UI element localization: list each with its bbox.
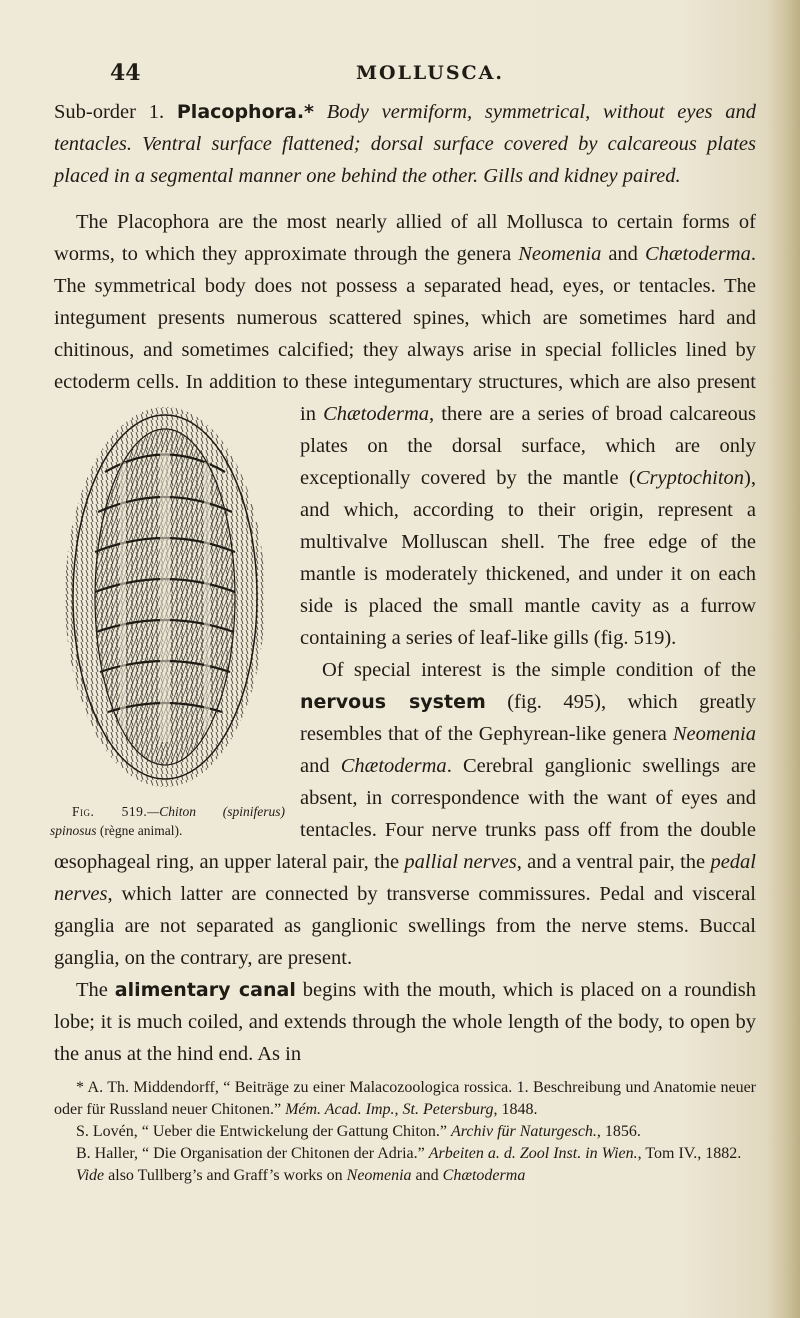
page-edge-shadow: [766, 0, 800, 1318]
footnote-1: * A. Th. Middendorff, “ Beiträge zu einer Malacozoologica rossica. 1. Beschreibung und Anatomie neuer oder für Russland neuer Chitonen.” Mém. Acad. Imp., St. Petersburg, 1848.: [54, 1079, 756, 1118]
suborder-definition: Body vermiform, symmetrical, without eyes and tentacles. Ventral surface flattened; dorsal surface covered by calcareous plates placed in a segmental manner one behind the other. Gills and kidney paired.: [54, 101, 757, 187]
paragraph-2: Of special interest is the simple condition of the nervous system (fig. 495), which greatly resembles that of the Gephyrean-like genera Neomenia and Chætoderma. Cerebral ganglionic swellings are absent, in correspondence with the want of eyes and tentacles. Four nerve trunks pass off from the double œsophageal ring, an upper lateral pair, the pallial nerves, and a ventral pair, the pedal nerves, which latter are connected by transverse commissures. Pedal and visceral ganglia are not separated as ganglionic swellings from the nerve stems. Buccal ganglia, on the contrary, are present.: [54, 659, 756, 969]
figure-caption: Fig. 519.—Chiton (spiniferus) spinosus (règne animal).: [50, 804, 285, 838]
paragraph-3: The alimentary canal begins with the mouth, which is placed on a roundish lobe; it is much coiled, and extends through the whole length of the body, to open by the anus at the hind end. As in: [54, 979, 756, 1065]
footnote-3: B. Haller, “ Die Organisation der Chitonen der Adria.” Arbeiten a. d. Zool Inst. in Wien., Tom IV., 1882.: [76, 1145, 742, 1162]
suborder-heading: [54, 96, 756, 192]
main-text: [50, 96, 757, 1070]
paragraph-1: The Placophora are the most nearly allied of all Mollusca to certain forms of worms, to which they approximate through the genera Neomenia and Chætoderma. The symmetrical body does not possess a separated head, eyes, or tentacles. The integument presents numerous scattered spines, which are sometimes hard and chitinous, and sometimes calcified; they always arise in special follicles lined by ectoderm cells. In addition to these integumentary structures, which are also present in Chætoderma Fig. 519.—Chiton (spiniferus) spinosus (règne animal). , there are a series of broad calcareous plates on the dorsal surface, which are only exceptionally covered by the mantle (Cryptochiton), and which, according to their origin, represent a multivalve Molluscan shell. The free edge of the mantle is moderately thickened, and under it on each side is placed the small mantle cavity as a furrow containing a series of leaf-like gills (fig. 519).: [54, 206, 756, 654]
suborder-name: Placophora.*: [176, 101, 314, 123]
footnotes: [54, 1077, 756, 1187]
footnote-4: Vide also Tullberg’s and Graff’s works on Neomenia and Chætoderma: [76, 1167, 526, 1184]
footnote-2: S. Lovén, “ Ueber die Entwickelung der Gattung Chiton.” Archiv für Naturgesch., 1856.: [76, 1123, 641, 1140]
figure-519: [50, 402, 285, 845]
chiton-illustration: [60, 402, 270, 792]
running-header: [110, 60, 750, 90]
running-title: MOLLUSCA.: [355, 62, 505, 84]
suborder-lead: Sub-order 1.: [54, 101, 165, 123]
page-number: 44: [110, 60, 141, 86]
